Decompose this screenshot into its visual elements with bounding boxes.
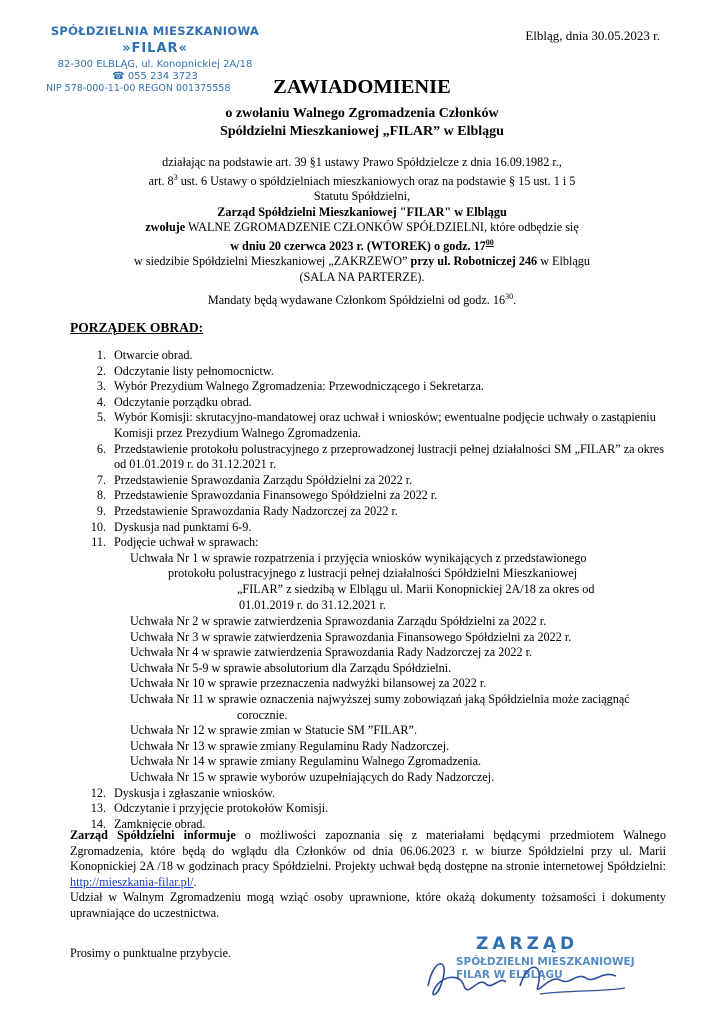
resolutions-list xyxy=(70,551,670,786)
intro-line-6-sup: 00 xyxy=(485,238,494,248)
resolution-15: Uchwała Nr 15 w sprawie wyborów uzupełniających do Rady Nadzorczej. xyxy=(130,770,495,785)
signature-stamp-line-1: ZARZĄD xyxy=(476,934,579,954)
agenda-item-text: Przedstawienie protokołu polustracyjnego z przeprowadzonej lustracji pełnej działalności SM „FILAR” za okres od 01.01.2019 r. do 31.12.2021 r. xyxy=(114,441,664,472)
mandates-sup: 30 xyxy=(505,292,514,301)
stamp-line-phone: ☎ 055 234 3723 xyxy=(112,71,198,82)
information-section xyxy=(70,828,666,922)
agenda-item xyxy=(70,786,670,802)
resolution-3: Uchwała Nr 3 w sprawie zatwierdzenia Sprawozdania Finansowego Spółdzielni za 2022 r. xyxy=(130,629,572,644)
agenda-item-number: 14. xyxy=(90,816,106,831)
agenda-item xyxy=(70,348,670,364)
intro-line-7 xyxy=(120,254,604,269)
agenda-item-text: Otwarcie obrad. xyxy=(114,348,193,362)
agenda-item-text: Dyskusja i zgłaszanie wniosków. xyxy=(114,785,276,800)
agenda-item-text: Odczytanie listy pełnomocnictw. xyxy=(114,363,274,378)
agenda-item xyxy=(70,379,670,395)
agenda-item xyxy=(70,488,670,504)
information-after-link: . xyxy=(193,874,197,889)
intro-line-7b: przy ul. Robotniczej 246 xyxy=(407,254,538,269)
resolution-4: Uchwała Nr 4 w sprawie zatwierdzenia Sprawozdania Rady Nadzorczej za 2022 r. xyxy=(130,645,533,660)
agenda-item-number: 1. xyxy=(96,348,106,362)
intro-line-6 xyxy=(120,235,604,254)
resolution-2: Uchwała Nr 2 w sprawie zatwierdzenia Sprawozdania Zarządu Spółdzielni za 2022 r. xyxy=(130,614,547,629)
intro-line-2b: ust. 6 Ustawy o spółdzielniach mieszkaniowych oraz na podstawie § 15 ust. 1 i 5 xyxy=(177,174,576,189)
signature-stamp-line-3: FILAR W ELBLĄGU xyxy=(456,969,563,981)
intro-line-5-rest: WALNE ZGROMADZENIE CZŁONKÓW SPÓŁDZIELNI, które odbędzie się xyxy=(185,219,579,234)
agenda-heading: PORZĄDEK OBRAD: xyxy=(70,320,204,335)
stamp-line-nip-regon: NIP 578-000-11-00 REGON 001375558 xyxy=(46,83,231,94)
intro-line-5 xyxy=(120,220,604,235)
agenda-item xyxy=(70,535,670,551)
agenda-item-number: 11. xyxy=(91,535,106,550)
closing-line: Prosimy o punktualne przybycie. xyxy=(70,946,232,960)
intro-line-2-sup: 3 xyxy=(173,173,178,183)
resolution-10: Uchwała Nr 10 w sprawie przeznaczenia nadwyżki bilansowej za 2022 r. xyxy=(130,676,487,691)
agenda-item-text: Odczytanie i przyjęcie protokołów Komisji. xyxy=(114,801,329,816)
resolution-5-9: Uchwała Nr 5-9 w sprawie absolutorium dla Zarządu Spółdzielni. xyxy=(130,660,452,675)
intro-line-7c: w Elblągu xyxy=(537,254,590,269)
participation-paragraph: Udział w Walnym Zgromadzeniu mogą wziąć osoby uprawnione, które okażą dokumenty tożsamości i dokumenty uprawniające do uczestnictwa. xyxy=(70,890,666,920)
intro-line-5-bold: zwołuje xyxy=(145,219,186,234)
agenda-item-number: 8. xyxy=(96,488,106,503)
agenda-item-number: 6. xyxy=(96,441,106,456)
agenda-item xyxy=(70,364,670,380)
signature-stamp-line-2: SPÓŁDZIELNI MIESZKANIOWEJ xyxy=(456,956,635,968)
resolution-11-text-b: corocznie. xyxy=(237,707,288,722)
agenda-item xyxy=(70,801,670,817)
intro-line-6a: w dniu 20 czerwca 2023 r. (WTOREK) o godz. 17 xyxy=(230,239,486,254)
resolution-14: Uchwała Nr 14 w sprawie zmiany Regulaminu Walnego Zgromadzenia. xyxy=(130,754,482,769)
agenda-item-text: Podjęcie uchwał w sprawach: xyxy=(114,535,259,550)
agenda-item-text: Przedstawienie Sprawozdania Finansowego Spółdzielni za 2022 r. xyxy=(114,488,438,503)
resolution-1-line-b xyxy=(70,566,670,582)
agenda-item-number: 5. xyxy=(96,410,106,425)
stamp-line-name: SPÓŁDZIELNIA MIESZKANIOWA xyxy=(50,24,260,38)
resolution-1-line-a: Uchwała Nr 1 w sprawie rozpatrzenia i przyjęcia wniosków wynikających z przedstawionego xyxy=(130,550,587,565)
agenda-item-number: 10. xyxy=(90,519,106,534)
agenda-item-text: Przedstawienie Sprawozdania Zarządu Spółdzielni za 2022 r. xyxy=(114,472,413,487)
intro-line-7a: w siedzibie Spółdzielni Mieszkaniowej „ZAKRZEWO” xyxy=(134,254,408,269)
intro-line-8: (SALA NA PARTERZE). xyxy=(299,269,425,284)
stamp-line-address: 82-300 ELBLĄG, ul. Konopnickiej 2A/18 xyxy=(57,59,253,70)
information-paragraph xyxy=(70,828,666,890)
agenda-list xyxy=(70,348,670,832)
agenda-item-number: 3. xyxy=(96,379,106,394)
resolution-13: Uchwała Nr 13 w sprawie zmiany Regulaminu Rady Nadzorczej. xyxy=(130,738,450,753)
resolution-1-text-d: 01.01.2019 r. do 31.12.2021 r. xyxy=(239,597,386,612)
document-date: Elbląg, dnia 30.05.2023 r. xyxy=(525,28,660,43)
agenda-item-number: 13. xyxy=(90,801,106,816)
agenda-item xyxy=(70,395,670,411)
agenda-item-number: 12. xyxy=(90,785,106,800)
agenda-item xyxy=(70,442,670,473)
intro-line-1: działając na podstawie art. 39 §1 ustawy Prawo Spółdzielcze z dnia 16.09.1982 r., xyxy=(162,155,562,169)
agenda-item-number: 4. xyxy=(96,394,106,409)
agenda-item-text: Dyskusja nad punktami 6-9. xyxy=(114,519,252,534)
resolution-11-line-a: Uchwała Nr 11 w sprawie oznaczenia najwyższej sumy zobowiązań jaką Spółdzielnia może zaciągnąć xyxy=(130,692,630,707)
mandates-end: . xyxy=(513,293,517,308)
handwritten-signature xyxy=(420,946,640,1008)
agenda-item xyxy=(70,473,670,489)
intro-line-2a: art. 8 xyxy=(148,174,174,189)
agenda-item-number: 7. xyxy=(96,472,106,487)
resolution-1-line-d xyxy=(70,598,670,614)
agenda-item xyxy=(70,520,670,536)
information-text: o możliwości zapoznania się z materiałami będącymi przedmiotem Walnego Zgromadzenia, które będą do wglądu dla Członków od dnia 06.06.2023 r. w biurze Spółdzielni przy ul. Marii Konopnickiej 2A /18 w godzinach pracy Spółdzielni. Projekty uchwał będą dostępne na stronie internetowej Spółdzielni: xyxy=(70,828,666,874)
document-subtitle-1: o zwołaniu Walnego Zgromadzenia Członków xyxy=(225,106,499,121)
mandates-note xyxy=(0,292,724,308)
agenda-item-text: Odczytanie porządku obrad. xyxy=(114,394,252,409)
intro-line-2 xyxy=(120,170,604,189)
resolution-12: Uchwała Nr 12 w sprawie zmian w Statucie SM ”FILAR”. xyxy=(130,723,418,738)
information-bold: Zarząd Spółdzielni informuje xyxy=(70,828,236,842)
agenda-item-text: Zamknięcie obrad. xyxy=(114,816,206,831)
agenda-item-number: 9. xyxy=(96,503,106,518)
intro-line-4: Zarząd Spółdzielni Mieszkaniowej "FILAR" w Elblągu xyxy=(217,204,507,219)
resolution-1-text-b: protokołu polustracyjnego z lustracji pełnej działalności Spółdzielni Mieszkaniowej xyxy=(168,566,578,581)
intro-paragraph xyxy=(120,155,604,285)
board-signature-stamp xyxy=(420,928,640,1008)
agenda-item-text: Przedstawienie Sprawozdania Rady Nadzorczej za 2022 r. xyxy=(114,503,398,518)
website-link[interactable]: http://mieszkania-filar.pl/ xyxy=(70,874,194,889)
agenda-item-text: Wybór Komisji: skrutacyjno-mandatowej oraz uchwał i wniosków; ewentualne podjęcie uchwały o zastąpieniu Komisji przez Prezydium Walnego Zgromadzenia. xyxy=(114,410,656,440)
agenda-item-number: 2. xyxy=(96,363,106,378)
agenda-item xyxy=(70,504,670,520)
agenda-item-text: Wybór Prezydium Walnego Zgromadzenia: Przewodniczącego i Sekretarza. xyxy=(114,379,484,394)
agenda-item xyxy=(70,410,670,441)
resolution-1-line-c xyxy=(70,582,670,598)
resolution-11-line-b xyxy=(70,708,670,724)
document-title: ZAWIADOMIENIE xyxy=(273,76,451,98)
resolution-1-text-c: „FILAR” z siedzibą w Elblągu ul. Marii Konopnickiej 2A/18 za okres od xyxy=(237,581,595,596)
intro-line-3: Statutu Spółdzielni, xyxy=(313,189,411,204)
document-subtitle-2: Spółdzielni Mieszkaniowej „FILAR” w Elblągu xyxy=(220,124,504,139)
mandates-text: Mandaty będą wydawane Członkom Spółdzielni od godz. 16 xyxy=(207,293,506,308)
stamp-line-filar: »FILAR« xyxy=(122,41,188,56)
